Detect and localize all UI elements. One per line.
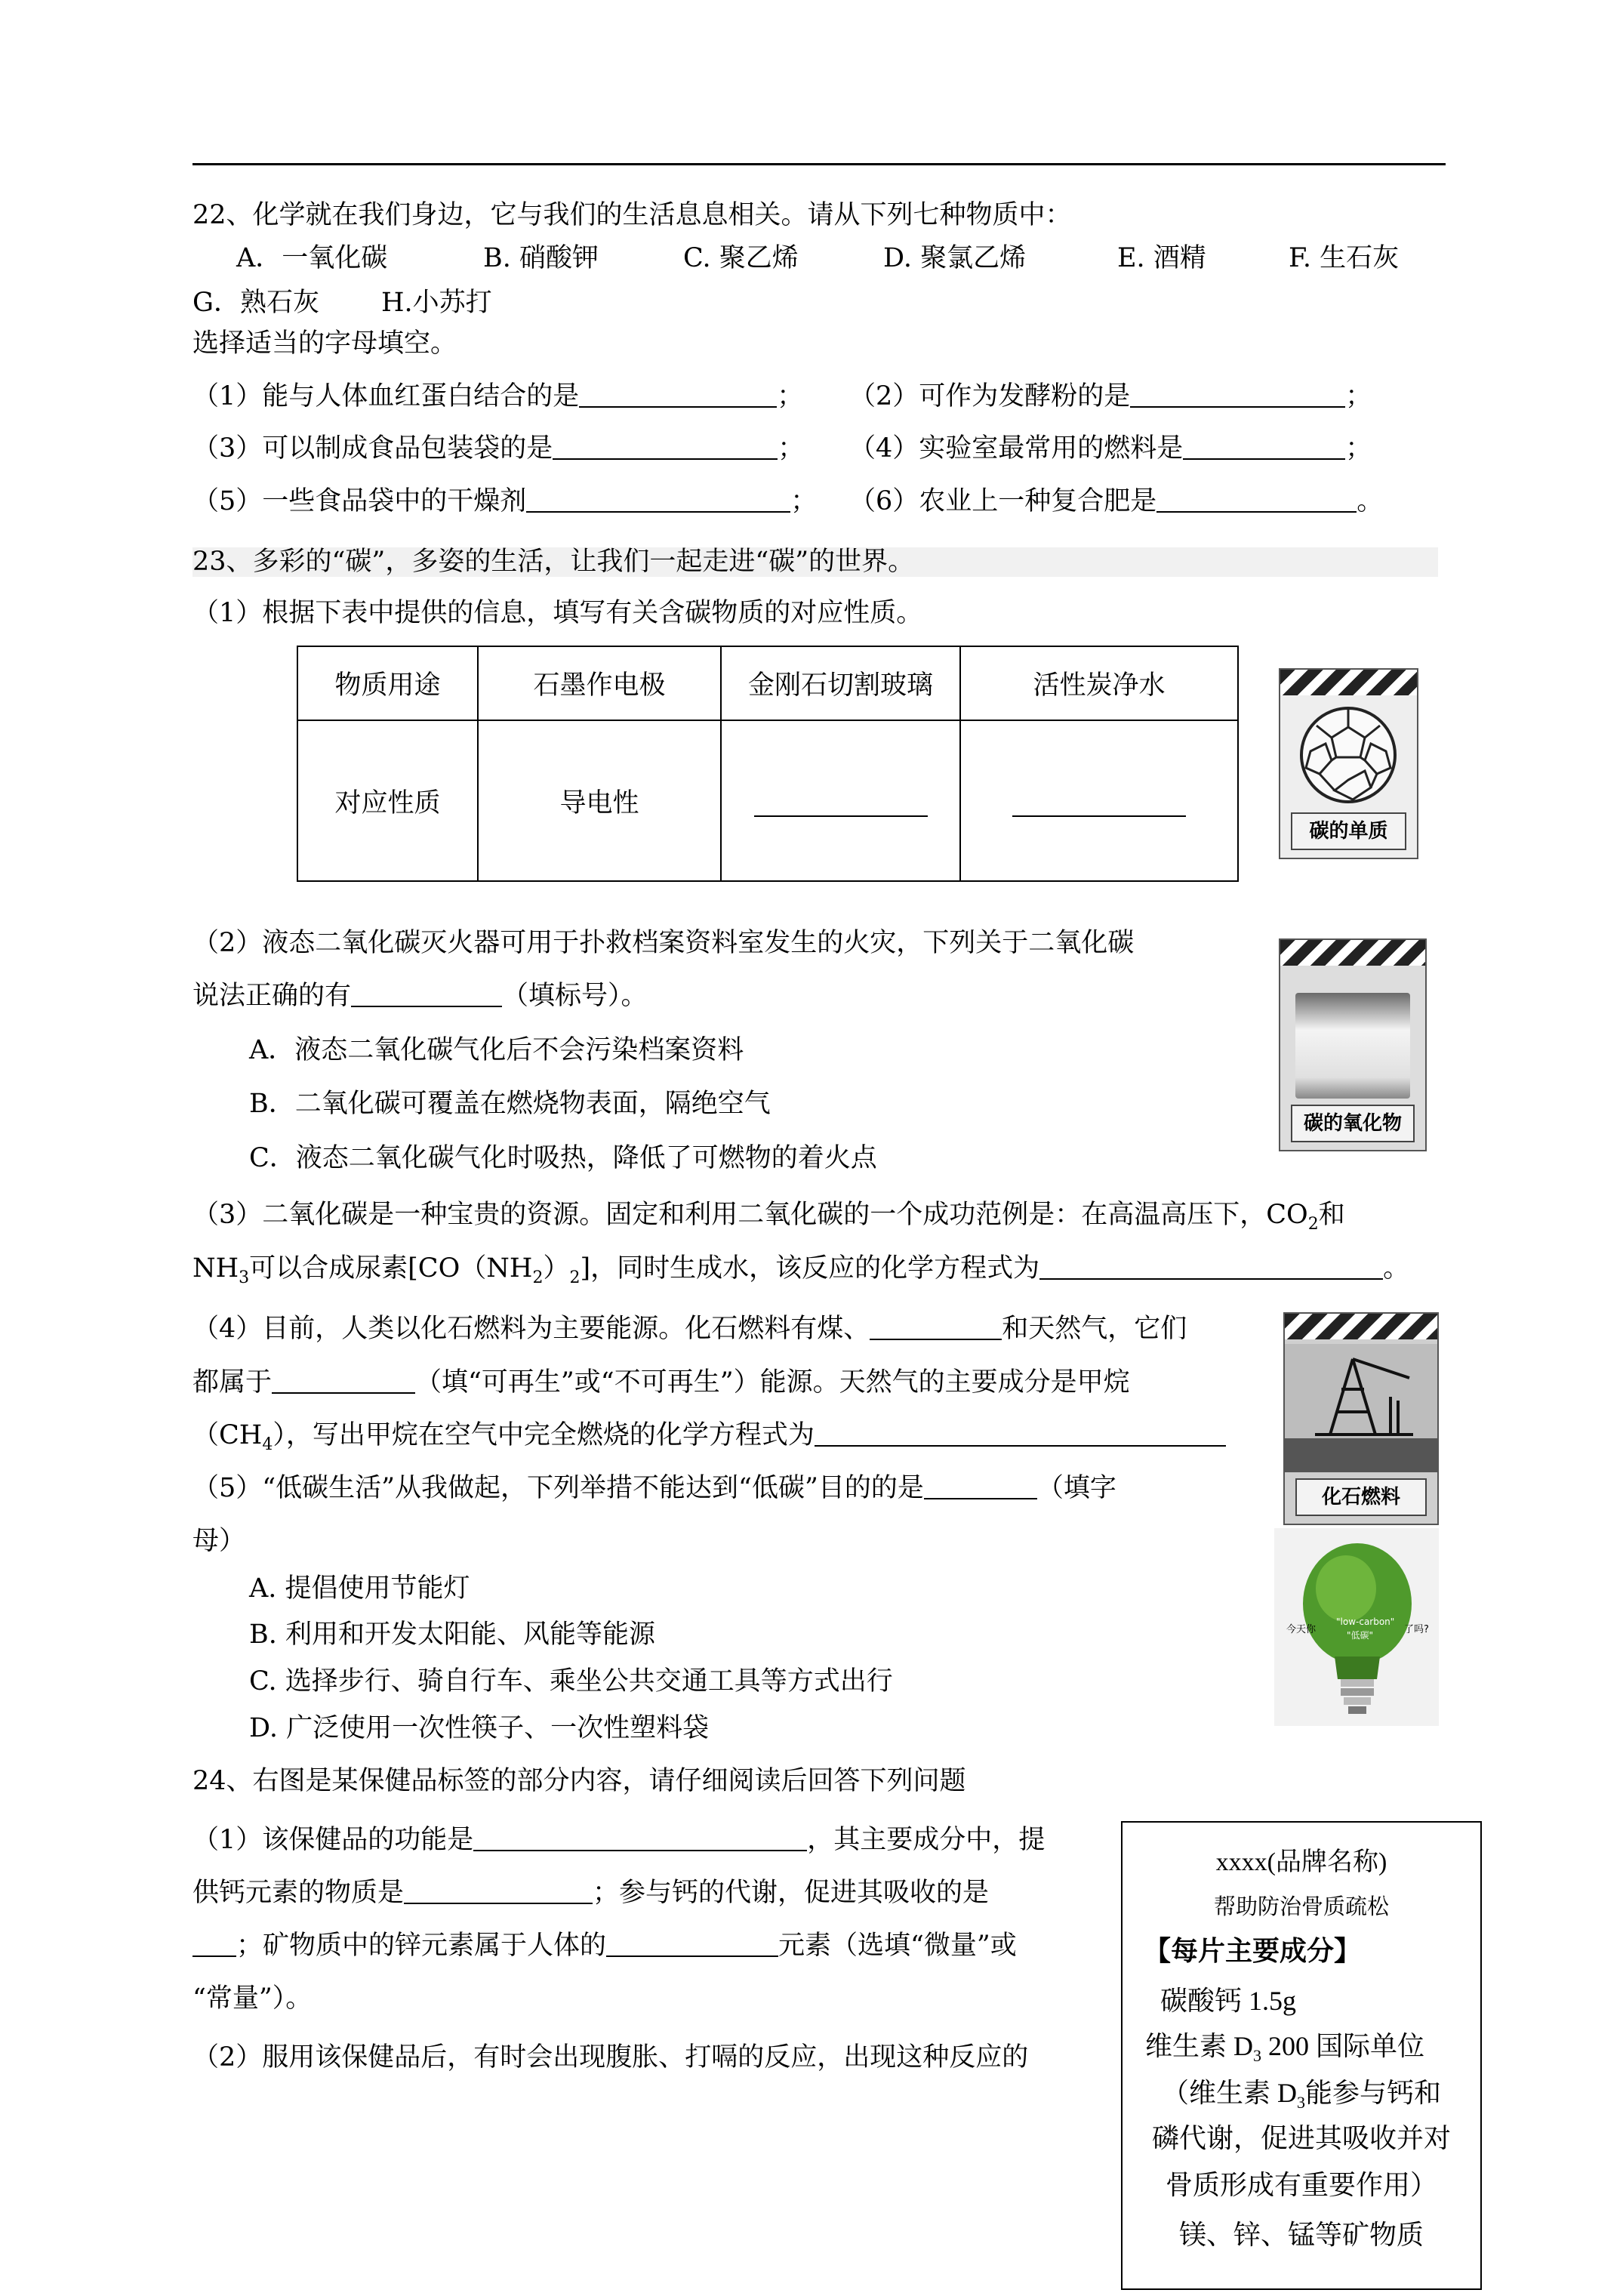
answer-blank[interactable] xyxy=(272,1370,415,1394)
q23-part5-line2: 母） xyxy=(192,1526,246,1556)
q22-item-1: （1）能与人体血红蛋白结合的是 ； xyxy=(192,381,804,411)
bulb-text-english: "low-carbon" xyxy=(1336,1616,1395,1627)
q22-item-6: （6）农业上一种复合肥是 。 xyxy=(849,486,1384,516)
q23-part2-option-c: C．液态二氧化碳气化时吸热，降低了可燃物的着火点 xyxy=(249,1143,877,1173)
q23-part5-option-a: A. 提倡使用节能灯 xyxy=(249,1573,470,1604)
table-header-cell: 活性炭净水 xyxy=(960,646,1238,720)
q22-option-a: A．一氧化碳 xyxy=(236,243,388,273)
oil-rig-icon xyxy=(1285,1344,1437,1472)
q23-part4-line2: 都属于 （填“可再生”或“不可再生”）能源。天然气的主要成分是甲烷 xyxy=(192,1367,1130,1398)
q23-part2-line2: 说法正确的有 （填标号）。 xyxy=(192,981,648,1011)
answer-blank[interactable] xyxy=(606,1933,778,1957)
answer-blank[interactable] xyxy=(553,436,778,460)
answer-blank[interactable] xyxy=(924,1475,1037,1499)
q23-part2-option-a: A．液态二氧化碳气化后不会污染档案资料 xyxy=(249,1035,744,1065)
q22-title: 22、化学就在我们身边，它与我们的生活息息相关。请从下列七种物质中： xyxy=(192,200,1072,230)
answer-blank[interactable] xyxy=(1012,793,1186,817)
q24-part1-line2: 供钙元素的物质是 ；参与钙的代谢，促进其吸收的是 xyxy=(192,1878,990,1908)
dry-ice-icon xyxy=(1295,993,1410,1099)
picture-caption: 碳的氧化物 xyxy=(1291,1105,1415,1142)
bulb-text-chinese: "低碳" xyxy=(1347,1630,1374,1641)
q22-option-c: C. 聚乙烯 xyxy=(683,243,799,273)
q24-part1-line4: “常量”）。 xyxy=(192,1983,313,2014)
fossil-fuel-picture xyxy=(1283,1312,1439,1525)
picture-caption: 碳的单质 xyxy=(1291,812,1406,850)
table-header-cell: 石墨作电极 xyxy=(478,646,721,720)
answer-blank[interactable] xyxy=(1039,1256,1383,1280)
q23-part4-line3: $(CH_4)$，写出甲烷在空气中完全燃烧的化学方程式为 xyxy=(192,1422,1226,1453)
answer-blank[interactable] xyxy=(473,1827,807,1851)
film-strip xyxy=(1285,1314,1437,1339)
table-cell: 导电性 xyxy=(478,720,721,881)
label-note-line3: 骨质形成有重要作用） xyxy=(1165,2170,1437,2200)
answer-blank[interactable] xyxy=(192,1933,236,1957)
carbon-element-picture xyxy=(1279,668,1418,859)
q23-part2-option-b: B．二氧化碳可覆盖在燃烧物表面，隔绝空气 xyxy=(249,1089,771,1119)
q24-part2-line1: （2）服用该保健品后，有时会出现腹胀、打嗝的反应，出现这种反应的 xyxy=(192,2042,1029,2073)
q22-option-e: E. 酒精 xyxy=(1117,243,1206,273)
label-note-line1: （维生素 $D_3$能参与钙和 xyxy=(1161,2078,1441,2113)
q23-part5-option-c: C. 选择步行、骑自行车、乘坐公共交通工具等方式出行 xyxy=(249,1666,893,1697)
answer-blank[interactable] xyxy=(351,983,502,1007)
q23-part2-line1: （2）液态二氧化碳灭火器可用于扑救档案资料室发生的火灾，下列关于二氧化碳 xyxy=(192,928,1135,958)
header-rule xyxy=(192,163,1446,165)
table-cell xyxy=(960,720,1238,881)
low-carbon-bulb-picture xyxy=(1274,1528,1439,1726)
label-note-line2: 磷代谢，促进其吸收并对 xyxy=(1151,2123,1451,2153)
q24-part1-line3: ；矿物质中的锌元素属于人体的 元素（选填“微量”或 xyxy=(192,1933,1017,1959)
answer-blank[interactable] xyxy=(815,1422,1226,1447)
label-minerals: 镁、锌、锰等矿物质 xyxy=(1178,2220,1424,2250)
table-cell xyxy=(721,720,960,881)
q22-item-4: （4）实验室最常用的燃料是 ； xyxy=(849,433,1372,464)
label-brand: xxxx(品牌名称) xyxy=(1215,1848,1387,1876)
table-header-cell: 金刚石切割玻璃 xyxy=(721,646,960,720)
table-header-cell: 物质用途 xyxy=(297,646,478,720)
answer-blank[interactable] xyxy=(1130,384,1345,408)
answer-blank[interactable] xyxy=(754,793,928,817)
q23-part5-option-b: B. 利用和开发太阳能、风能等能源 xyxy=(249,1620,655,1650)
q23-part1: （1）根据下表中提供的信息，填写有关含碳物质的对应性质。 xyxy=(192,598,923,628)
q22-item-5: （5）一些食品袋中的干燥剂 ； xyxy=(192,486,818,516)
supplement-label xyxy=(1121,1821,1482,2290)
answer-blank[interactable] xyxy=(404,1880,593,1904)
q22-item-3: （3）可以制成食品包装袋的是 ； xyxy=(192,433,805,464)
q22-item-2: （2）可作为发酵粉的是 ； xyxy=(849,381,1372,411)
q23-title: 23、多彩的“碳”，多姿的生活，让我们一起走进“碳”的世界。 xyxy=(192,547,1438,577)
picture-caption: 化石燃料 xyxy=(1295,1478,1427,1516)
answer-blank[interactable] xyxy=(579,384,777,408)
answer-blank[interactable] xyxy=(870,1316,1002,1340)
q24-title: 24、右图是某保健品标签的部分内容，请仔细阅读后回答下列问题 xyxy=(192,1766,966,1796)
q24-part1-line1: （1）该保健品的功能是 ，其主要成分中，提 xyxy=(192,1825,1046,1855)
q23-part5-line1: （5）“低碳生活”从我做起，下列举措不能达到“低碳”目的的是 （填字 xyxy=(192,1473,1116,1503)
fullerene-icon xyxy=(1280,698,1417,812)
q22-option-g: G．熟石灰 xyxy=(192,288,319,318)
label-ingredient-vitamin-d: 维生素 $D_3$ 200 国际单位 xyxy=(1145,2031,1425,2066)
label-ingredient-calcium: 碳酸钙 1.5g xyxy=(1160,1986,1297,2016)
carbon-properties-table xyxy=(297,646,1239,882)
answer-blank[interactable] xyxy=(1183,436,1345,460)
film-strip xyxy=(1280,940,1425,966)
q23-part3-line2: $NH_3$可以合成尿素$[CO(NH_2)_2]$，同时生成水，该反应的化学方程式为 。 xyxy=(192,1253,1410,1287)
carbon-oxide-picture xyxy=(1279,938,1427,1151)
answer-blank[interactable] xyxy=(526,488,790,513)
q23-part3-line1: （3）二氧化碳是一种宝贵的资源。固定和利用二氧化碳的一个成功范例是：在高温高压下，$CO_2$和 xyxy=(192,1200,1345,1234)
label-purpose: 帮助防治骨质疏松 xyxy=(1213,1895,1389,1919)
label-section-title: 【每片主要成分】 xyxy=(1144,1936,1362,1966)
film-strip xyxy=(1280,670,1417,695)
q22-instruction: 选择适当的字母填空。 xyxy=(192,328,457,359)
bulb-text-left: 今天你 xyxy=(1286,1624,1317,1635)
q23-part4-line1: （4）目前，人类以化石燃料为主要能源。化石燃料有煤、 和天然气，它们 xyxy=(192,1314,1187,1344)
q22-option-d: D. 聚氯乙烯 xyxy=(883,243,1027,273)
table-cell: 对应性质 xyxy=(297,720,478,881)
q23-part5-option-d: D. 广泛使用一次性筷子、一次性塑料袋 xyxy=(249,1713,710,1743)
q22-option-b: B. 硝酸钾 xyxy=(483,243,599,273)
answer-blank[interactable] xyxy=(1156,488,1357,513)
q22-option-h: H.小苏打 xyxy=(381,288,492,318)
bulb-text-right: 了吗? xyxy=(1404,1624,1429,1635)
q22-option-f: F. 生石灰 xyxy=(1289,243,1400,273)
